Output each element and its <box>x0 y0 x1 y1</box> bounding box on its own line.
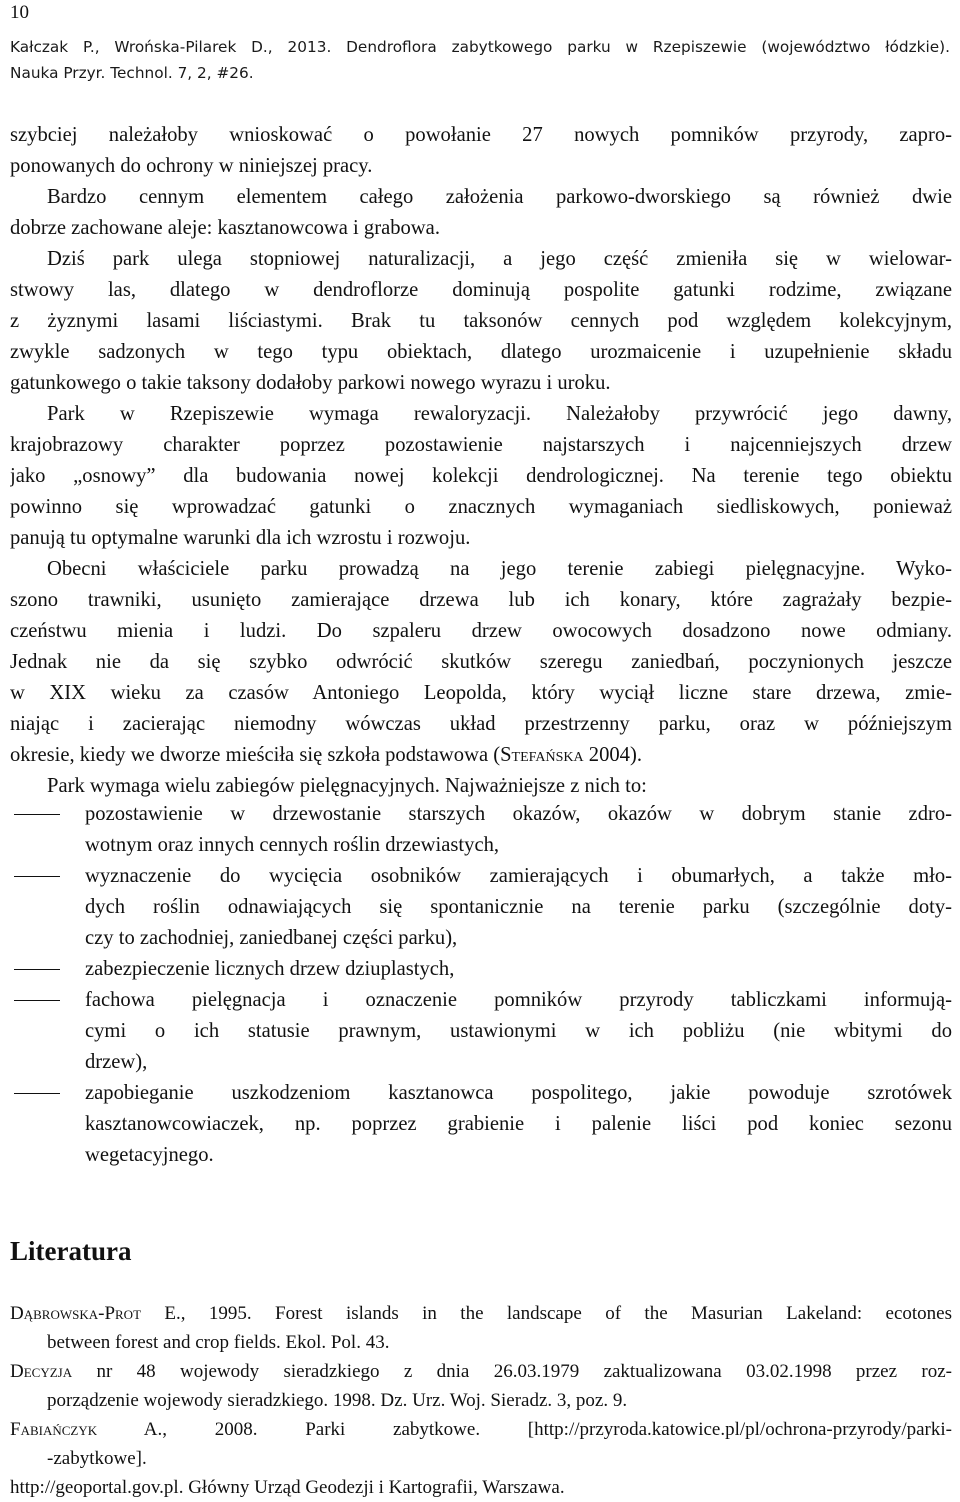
text-line: Obecni właściciele parku prowadzą na jego terenie zabiegi pielęgnacyjne. Wyko- <box>47 558 952 580</box>
text-line: czeństwu mienia i ludzi. Do szpaleru drzew owocowych dosadzono nowe odmiany. <box>10 620 952 642</box>
text-line: Park w Rzepiszewie wymaga rewaloryzacji. Należałoby przywrócić jego dawny, <box>47 403 952 425</box>
text-line: wegetacyjnego. <box>85 1144 214 1166</box>
text-line: czy to zachodniej, zaniedbanej części parku), <box>85 927 458 949</box>
text-line: dobrze zachowane aleje: kasztanowcowa i grabowa. <box>10 217 440 239</box>
reference-line <box>10 1357 952 1386</box>
text-line: zabezpieczenie licznych drzew dziuplastych, <box>85 958 455 980</box>
reference-line: http://geoportal.gov.pl. Główny Urząd Geodezji i Kartografii, Warszawa. <box>10 1477 565 1498</box>
text-line: wyznaczenie do wycięcia osobników zamierających i obumarłych, a także mło- <box>85 865 952 887</box>
bullet-list <box>10 799 952 1171</box>
dash-bullet-icon <box>14 969 60 970</box>
list-item <box>10 861 952 954</box>
reference-line <box>10 1415 952 1444</box>
reference-list <box>10 1299 952 1502</box>
text-line: Park wymaga wielu zabiegów pielęgnacyjnych. Najważniejsze z nich to: <box>47 775 647 797</box>
text-line: zwykle sadzonych w tego typu obiektach, dlatego urozmaicenie i uzupełnienie składu <box>10 341 952 363</box>
dash-bullet-icon <box>14 1000 60 1001</box>
citation-line: Nauka Przyr. Technol. 7, 2, #26. <box>10 64 254 82</box>
text-line: niając i zacierając niemodny wówczas układ przestrzenny parku, oraz w późniejszym <box>10 713 952 735</box>
text-segment: E., 1995. Forest islands in the landscape of the Masurian Lakeland: ecotones <box>141 1303 952 1324</box>
author-name: Decyzja <box>10 1361 73 1382</box>
author-name: Fabiańczyk <box>10 1419 98 1440</box>
text-segment: A., 2008. Parki zabytkowe. [http://przyroda.katowice.pl/pl/ochrona-przyrody/parki- <box>97 1419 952 1440</box>
text-line: fachowa pielęgnacja i oznaczenie pomników przyrody tabliczkami informują- <box>85 989 952 1011</box>
text-line <box>10 740 952 771</box>
reference-line: porządzenie wojewody sieradzkiego. 1998. Dz. Urz. Woj. Sieradz. 3, poz. 9. <box>47 1390 628 1411</box>
author-name: Stefańska <box>500 744 584 766</box>
text-line: szono trawniki, usunięto zamierające drzewa lub ich konary, które zagrażały bezpie- <box>10 589 952 611</box>
text-line: Jednak nie da się szybko odwrócić skutków szeregu zaniedbań, poczynionych jeszcze <box>10 651 952 673</box>
text-line: zapobieganie uszkodzeniom kasztanowca pospolitego, jakie powoduje szrotówek <box>85 1082 952 1104</box>
text-line: szybciej należałoby wnioskować o powołanie 27 nowych pomników przyrody, zapro- <box>10 124 952 146</box>
author-name: Dąbrowska-Prot <box>10 1303 142 1324</box>
reference-line <box>10 1299 952 1328</box>
text-line: gatunkowego o takie taksony dodałoby parkowi nowego wyrazu i uroku. <box>10 372 611 394</box>
reference-line: between forest and crop fields. Ekol. Pol. 43. <box>47 1332 390 1353</box>
text-line: ponowanych do ochrony w niniejszej pracy. <box>10 155 373 177</box>
text-line: kasztanowcowiaczek, np. poprzez grabienie i palenie liści pod koniec sezonu <box>85 1113 952 1135</box>
dash-bullet-icon <box>14 876 60 877</box>
text-line: pozostawienie w drzewostanie starszych okazów, okazów w dobrym stanie zdro- <box>85 803 952 825</box>
text-line: wotnym oraz innych cennych roślin drzewiastych, <box>85 834 500 856</box>
body-text <box>10 120 952 802</box>
section-heading: Literatura <box>10 1236 132 1266</box>
text-segment: okresie, kiedy we dworze mieściła się szkoła podstawowa ( <box>10 744 501 766</box>
text-line: stwowy las, dlatego w dendroflorze dominują pospolite gatunki rodzime, związane <box>10 279 952 301</box>
text-line: dych roślin odnawiających się spontanicznie na terenie parku (szczególnie doty- <box>85 896 952 918</box>
citation-line: Kałczak P., Wrońska-Pilarek D., 2013. Dendroflora zabytkowego parku w Rzepiszewie (województwo łódzkie). <box>10 38 950 56</box>
text-line: Dziś park ulega stopniowej naturalizacji, a jego część zmieniła się w wielowar- <box>47 248 952 270</box>
text-line: powinno się wprowadzać gatunki o znacznych wymaganiach siedliskowych, ponieważ <box>10 496 952 518</box>
text-line: w XIX wieku za czasów Antoniego Leopolda, który wyciął liczne stare drzewa, zmie- <box>10 682 952 704</box>
page-number: 10 <box>10 2 29 23</box>
text-line: cymi o ich statusie prawnym, ustawionymi w ich pobliżu (nie wbitymi do <box>85 1020 952 1042</box>
text-line: z żyznymi lasami liściastymi. Brak tu taksonów cennych pod względem kolekcyjnym, <box>10 310 952 332</box>
text-line: Bardzo cennym elementem całego założenia parkowo-dworskiego są również dwie <box>47 186 952 208</box>
list-item <box>10 954 952 985</box>
reference-line: -zabytkowe]. <box>47 1448 147 1469</box>
text-segment: nr 48 wojewody sieradzkiego z dnia 26.03.1979 zaktualizowana 03.02.1998 przez roz- <box>72 1361 952 1382</box>
dash-bullet-icon <box>14 1093 60 1094</box>
list-item <box>10 799 952 861</box>
list-item <box>10 1078 952 1171</box>
text-segment: 2004). <box>583 744 642 766</box>
text-line: drzew), <box>85 1051 148 1073</box>
text-line: krajobrazowy charakter poprzez pozostawienie najstarszych i najcenniejszych drzew <box>10 434 952 456</box>
list-item <box>10 985 952 1078</box>
citation-header <box>10 34 950 86</box>
dash-bullet-icon <box>14 814 60 815</box>
text-line: panują tu optymalne warunki dla ich wzrostu i rozwoju. <box>10 527 471 549</box>
text-line: jako „osnowy” dla budowania nowej kolekcji dendrologicznej. Na terenie tego obiektu <box>10 465 952 487</box>
